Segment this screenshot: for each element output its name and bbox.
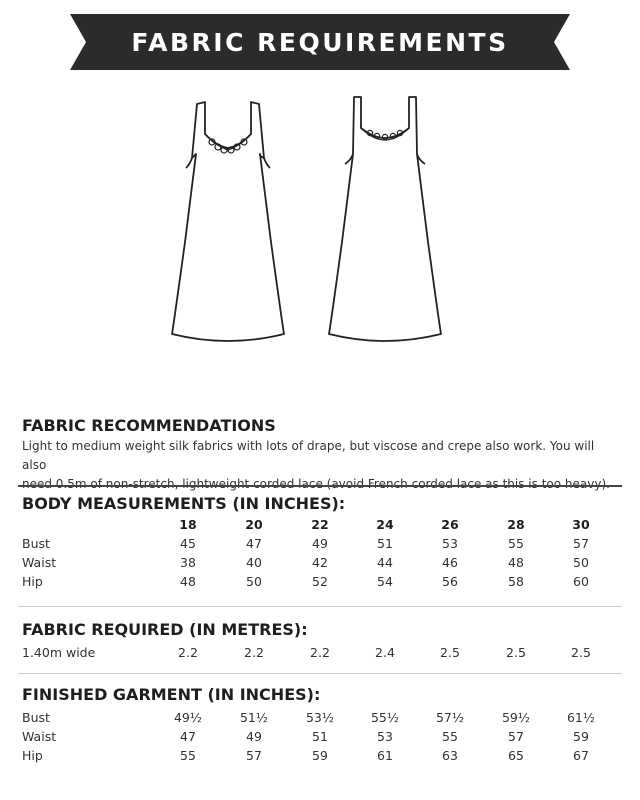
table-cell: 38: [180, 555, 196, 570]
table-cell: 51: [377, 536, 393, 551]
size-header: 20: [245, 517, 263, 532]
size-header: 28: [507, 517, 525, 532]
table-cell: 55½: [370, 710, 400, 725]
table-cell: 45: [180, 536, 196, 551]
row-label: Bust: [22, 710, 50, 725]
table-cell: 57½: [435, 710, 465, 725]
table-cell: 49: [312, 536, 328, 551]
table-cell: 59: [312, 748, 328, 763]
table-cell: 53: [377, 729, 393, 744]
table-cell: 61½: [566, 710, 596, 725]
table-row: [22, 555, 622, 574]
table-cell: 49: [246, 729, 262, 744]
table-cell: 47: [246, 536, 262, 551]
size-header: 26: [441, 517, 459, 532]
table-cell: 46: [442, 555, 458, 570]
table-cell: 50: [573, 555, 589, 570]
row-label: Waist: [22, 555, 57, 570]
table-row: [22, 645, 622, 664]
body-measurements-title: BODY MEASUREMENTS (IN INCHES):: [22, 494, 346, 513]
table-cell: 48: [180, 574, 196, 589]
size-header: 30: [572, 517, 590, 532]
table-cell: 49½: [173, 710, 203, 725]
table-cell: 58: [508, 574, 524, 589]
table-cell: 60: [573, 574, 589, 589]
finished-garment-title: FINISHED GARMENT (IN INCHES):: [22, 685, 321, 704]
table-cell: 52: [312, 574, 328, 589]
table-cell: 2.5: [571, 645, 591, 660]
section-divider: [18, 673, 622, 674]
table-cell: 48: [508, 555, 524, 570]
table-cell: 2.5: [440, 645, 460, 660]
table-cell: 42: [312, 555, 328, 570]
table-cell: 51: [312, 729, 328, 744]
table-row: [22, 710, 622, 729]
table-cell: 2.4: [375, 645, 395, 660]
table-cell: 56: [442, 574, 458, 589]
table-cell: 59½: [501, 710, 531, 725]
section-divider: [18, 485, 622, 487]
table-cell: 55: [508, 536, 524, 551]
row-label: Hip: [22, 748, 43, 763]
table-cell: 55: [180, 748, 196, 763]
table-cell: 50: [246, 574, 262, 589]
table-cell: 57: [246, 748, 262, 763]
row-label: Hip: [22, 574, 43, 589]
table-row: [22, 536, 622, 555]
table-cell: 51½: [239, 710, 269, 725]
size-header: 18: [179, 517, 197, 532]
fabric-required-title: FABRIC REQUIRED (IN METRES):: [22, 620, 308, 639]
dress-front-outline: [172, 102, 284, 341]
table-cell: 2.5: [506, 645, 526, 660]
table-cell: 44: [377, 555, 393, 570]
fabric-recommendations-title: FABRIC RECOMMENDATIONS: [22, 416, 276, 435]
table-cell: 2.2: [310, 645, 330, 660]
dress-back-outline: [329, 97, 441, 341]
row-label: 1.40m wide: [22, 645, 96, 660]
table-cell: 59: [573, 729, 589, 744]
section-divider: [18, 606, 622, 607]
recommendations-line-1: Light to medium weight silk fabrics with lots of drape, but viscose and crepe also work. You will also: [22, 439, 595, 472]
dress-front-illustration: [168, 92, 288, 346]
table-cell: 2.2: [244, 645, 264, 660]
table-cell: 47: [180, 729, 196, 744]
size-header: 24: [376, 517, 394, 532]
table-row: [22, 729, 622, 748]
table-row: [22, 748, 622, 767]
row-label: Waist: [22, 729, 57, 744]
table-cell: 57: [508, 729, 524, 744]
dress-back-illustration: [325, 92, 445, 346]
table-cell: 2.2: [178, 645, 198, 660]
table-cell: 53: [442, 536, 458, 551]
table-row: [22, 574, 622, 593]
row-label: Bust: [22, 536, 50, 551]
table-cell: 53½: [305, 710, 335, 725]
size-header-row: [22, 517, 622, 536]
table-cell: 54: [377, 574, 393, 589]
page-title: FABRIC REQUIREMENTS: [131, 27, 509, 57]
table-cell: 61: [377, 748, 393, 763]
table-cell: 57: [573, 536, 589, 551]
table-cell: 65: [508, 748, 524, 763]
lace-trim-front: [205, 134, 251, 153]
size-header: 22: [311, 517, 329, 532]
table-cell: 67: [573, 748, 589, 763]
table-cell: 55: [442, 729, 458, 744]
recommendations-line-2: need 0.5m of non-stretch, lightweight corded lace (avoid French corded lace as this is too heavy).: [22, 477, 610, 491]
table-cell: 40: [246, 555, 262, 570]
table-cell: 63: [442, 748, 458, 763]
